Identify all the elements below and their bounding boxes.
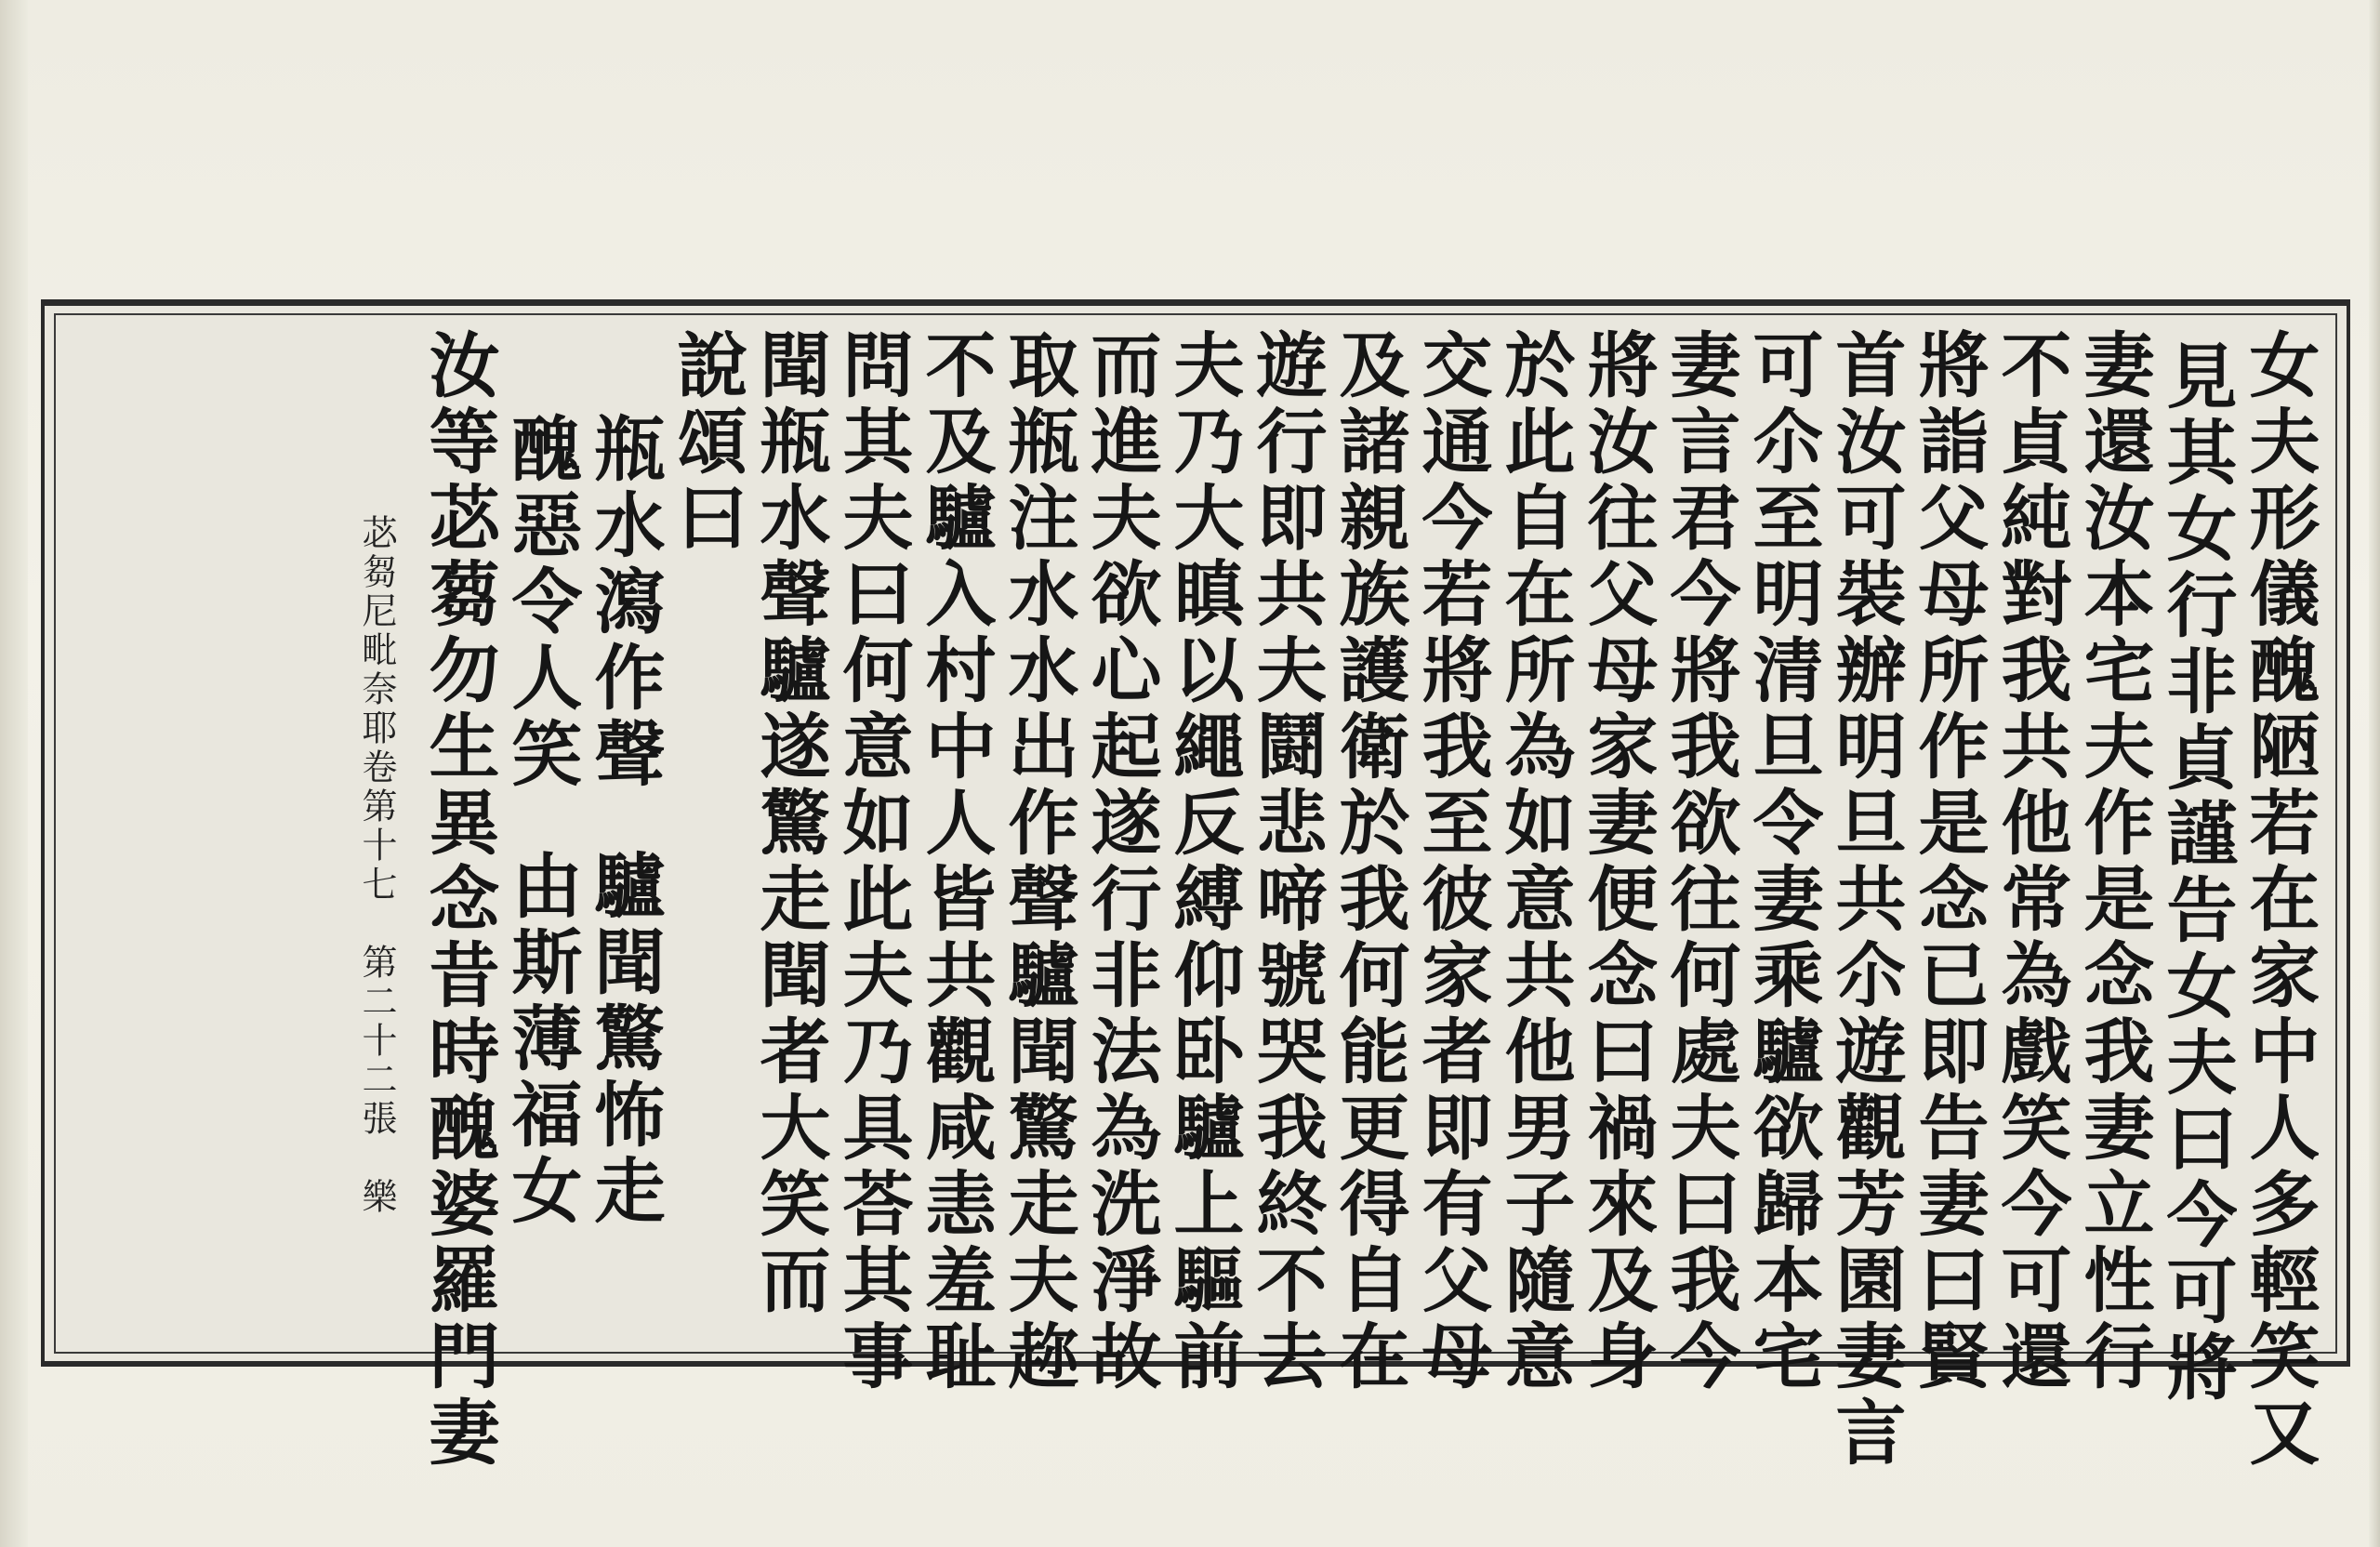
- verse-line-3: 由斯薄福女: [500, 849, 583, 1230]
- text-column-10: 於此自在所為如意共他男子隨意: [1493, 328, 1576, 1395]
- text-column-19: 聞瓶水聲驢遂驚走聞者大笑而: [748, 328, 831, 1319]
- text-column-14: 夫乃大瞋以繩反縛仰卧驢上驅前: [1162, 328, 1245, 1395]
- verse-column-1: [583, 328, 666, 1472]
- text-column-16: 取瓶注水水出作聲驢聞驚走夫趂: [997, 328, 1079, 1395]
- text-column-5: 將詣父母所作是念已即告妻曰賢: [1907, 328, 1990, 1395]
- text-column-11: 交通今若將我至彼家者即有父母: [1410, 328, 1493, 1395]
- text-frame: [41, 299, 2350, 1472]
- text-column-2: 見其女行非貞謹告女夫曰今可將: [2155, 339, 2238, 1407]
- text-column-1: 女夫形儀醜陋若在家中人多輕笑又: [2238, 328, 2320, 1472]
- verse-line-2: 驢聞驚怖走: [583, 849, 666, 1230]
- margin-note: 苾芻尼毗奈耶卷第十七 第二十二張 樂: [356, 514, 397, 1217]
- text-column-17: 不及驢入村中人皆共觀咸恚羞耻: [914, 328, 997, 1395]
- text-column-9: 將汝往父母家妻便念曰禍來及身: [1576, 328, 1659, 1395]
- verse-line-1: 瓶水瀉作聲: [583, 412, 666, 793]
- text-column-4: 不貞純對我共他常為戲笑今可還: [1990, 328, 2072, 1395]
- verse-column-2: [500, 328, 583, 1472]
- page-edge: [2369, 0, 2380, 1547]
- text-column-12: 及諸親族護衛於我何能更得自在: [1328, 328, 1410, 1395]
- text-column-13: 遊行即共夫鬪悲啼號哭我終不去: [1245, 328, 1328, 1395]
- verse-line-4: 醜惡令人笑: [500, 412, 583, 793]
- text-column-7: 可尒至明清旦令妻乘驢欲歸本宅: [1741, 328, 1824, 1395]
- binding-gutter: [0, 0, 28, 1547]
- text-column-23: 汝等苾蒭勿生異念昔時醜婆羅門妻: [417, 328, 500, 1472]
- text-columns: [335, 328, 2320, 1472]
- text-column-3: 妻還汝本宅夫作是念我妻立性行: [2072, 328, 2155, 1395]
- text-column-8: 妻言君今將我欲往何處夫曰我今: [1659, 328, 1741, 1395]
- text-column-20: 說頌曰: [666, 328, 748, 557]
- text-column-18: 問其夫曰何意如此夫乃具荅其事: [831, 328, 914, 1395]
- text-column-15: 而進夫欲心起遂行非法為洗淨故: [1079, 328, 1162, 1395]
- text-column-6: 首汝可裝辦明旦共尒遊觀芳園妻言: [1824, 328, 1907, 1472]
